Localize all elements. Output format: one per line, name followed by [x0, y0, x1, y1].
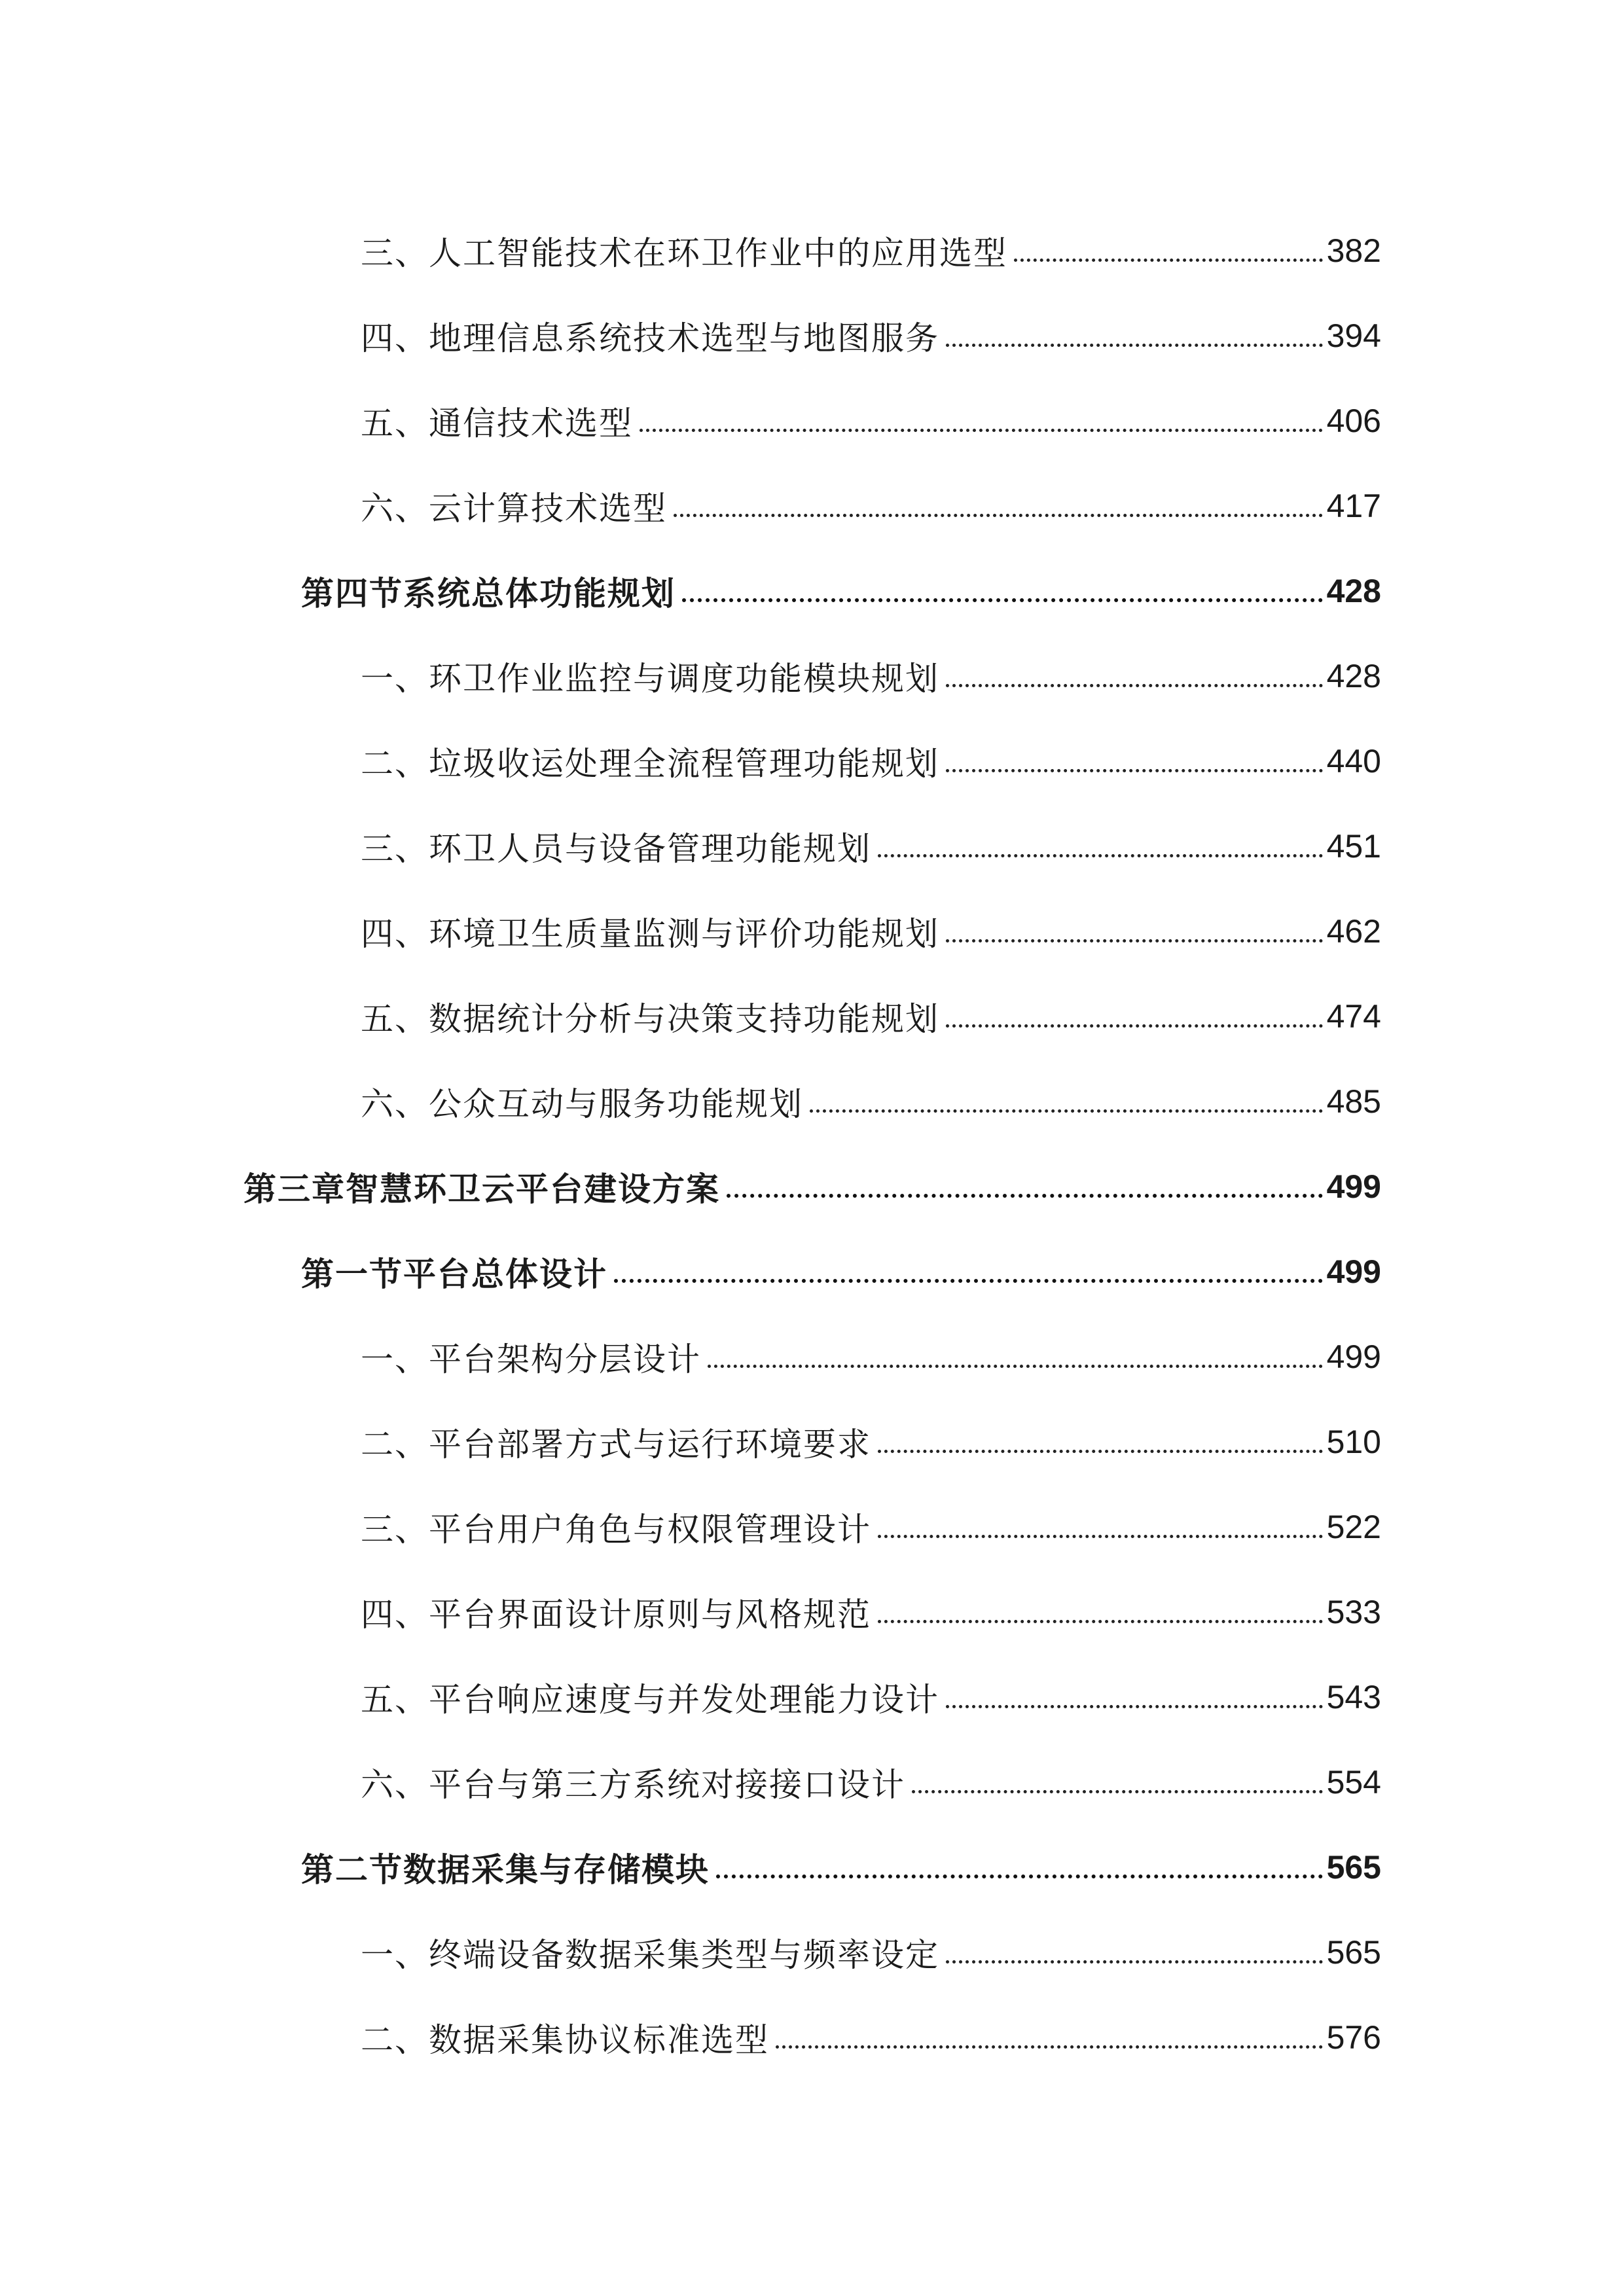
toc-leader-dots — [640, 404, 1323, 437]
toc-entry-title: 第四节系统总体功能规划 — [301, 575, 676, 613]
toc-leader-dots — [946, 745, 1323, 778]
toc-entry-title: 第二节数据采集与存储模块 — [301, 1851, 710, 1889]
toc-entry-page-number: 565 — [1326, 1934, 1381, 1971]
toc-entry-page-number: 451 — [1326, 828, 1381, 865]
toc-leader-dots — [682, 575, 1323, 607]
toc-entry-page-number: 499 — [1326, 1168, 1381, 1205]
toc-leader-dots — [946, 1936, 1323, 1969]
toc-leader-dots — [878, 1596, 1323, 1628]
toc-entry[interactable] — [0, 889, 1624, 974]
toc-leader-dots — [878, 830, 1323, 863]
toc-entry[interactable] — [0, 974, 1624, 1059]
toc-entry-title: 第一节平台总体设计 — [301, 1255, 607, 1293]
toc-entry-page-number: 474 — [1326, 998, 1381, 1035]
toc-entry-page-number: 462 — [1326, 913, 1381, 950]
toc-entry-page-number: 554 — [1326, 1764, 1381, 1801]
toc-entry-title: 二、垃圾收运处理全流程管理功能规划 — [361, 745, 939, 783]
toc-entry[interactable] — [0, 1825, 1624, 1910]
toc-leader-dots — [776, 2021, 1323, 2054]
toc-entry-title: 五、平台响应速度与并发处理能力设计 — [361, 1681, 939, 1719]
toc-entry-page-number: 485 — [1326, 1083, 1381, 1120]
toc-entry-title: 六、公众互动与服务功能规划 — [361, 1085, 803, 1123]
toc-leader-dots — [810, 1085, 1323, 1118]
toc-entry-title: 六、云计算技术选型 — [361, 490, 667, 528]
toc-entry[interactable] — [0, 548, 1624, 634]
toc-entry[interactable] — [0, 463, 1624, 548]
toc-entry[interactable] — [0, 1229, 1624, 1314]
toc-leader-dots — [674, 490, 1323, 522]
toc-entry-page-number: 499 — [1326, 1338, 1381, 1375]
toc-entry-title: 第三章智慧环卫云平台建设方案 — [244, 1170, 720, 1208]
toc-leader-dots — [946, 319, 1323, 352]
toc-entry[interactable] — [0, 1144, 1624, 1229]
toc-leader-dots — [614, 1255, 1323, 1288]
toc-entry[interactable] — [0, 634, 1624, 719]
toc-entry-page-number: 406 — [1326, 403, 1381, 439]
toc-leader-dots — [708, 1340, 1323, 1373]
toc-leader-dots — [878, 1426, 1323, 1458]
toc-entry[interactable] — [0, 1655, 1624, 1740]
toc-entry-title: 一、环卫作业监控与调度功能模块规划 — [361, 660, 939, 698]
toc-entry-page-number: 543 — [1326, 1679, 1381, 1715]
toc-entry-page-number: 565 — [1326, 1849, 1381, 1886]
toc-entry-title: 五、数据统计分析与决策支持功能规划 — [361, 1000, 939, 1038]
toc-entry[interactable] — [0, 804, 1624, 889]
toc-entry-page-number: 533 — [1326, 1594, 1381, 1630]
toc-entry-page-number: 576 — [1326, 2019, 1381, 2056]
toc-entry-page-number: 428 — [1326, 658, 1381, 694]
toc-entry-page-number: 499 — [1326, 1253, 1381, 1290]
toc-entry[interactable] — [0, 1995, 1624, 2080]
toc-entry-title: 三、环卫人员与设备管理功能规划 — [361, 830, 871, 868]
table-of-contents — [0, 208, 1624, 2080]
toc-entry-page-number: 394 — [1326, 317, 1381, 354]
toc-entry-title: 二、数据采集协议标准选型 — [361, 2021, 769, 2059]
toc-leader-dots — [1014, 234, 1323, 267]
toc-leader-dots — [878, 1511, 1323, 1543]
toc-leader-dots — [946, 1681, 1323, 1713]
toc-entry[interactable] — [0, 1314, 1624, 1399]
toc-entry-title: 二、平台部署方式与运行环境要求 — [361, 1426, 871, 1463]
toc-entry[interactable] — [0, 1740, 1624, 1825]
toc-entry[interactable] — [0, 293, 1624, 378]
toc-leader-dots — [716, 1851, 1323, 1884]
toc-entry-title: 四、环境卫生质量监测与评价功能规划 — [361, 915, 939, 953]
toc-entry[interactable] — [0, 1910, 1624, 1995]
toc-entry-page-number: 417 — [1326, 488, 1381, 524]
toc-entry-page-number: 428 — [1326, 573, 1381, 609]
toc-leader-dots — [946, 660, 1323, 692]
toc-entry-page-number: 510 — [1326, 1424, 1381, 1460]
toc-entry-page-number: 440 — [1326, 743, 1381, 780]
toc-entry[interactable] — [0, 1059, 1624, 1144]
toc-entry-title: 六、平台与第三方系统对接接口设计 — [361, 1766, 905, 1804]
toc-entry[interactable] — [0, 1399, 1624, 1484]
toc-entry-title: 一、终端设备数据采集类型与频率设定 — [361, 1936, 939, 1974]
toc-leader-dots — [946, 1000, 1323, 1033]
toc-entry[interactable] — [0, 719, 1624, 804]
toc-entry-title: 一、平台架构分层设计 — [361, 1340, 701, 1378]
toc-entry-page-number: 382 — [1326, 232, 1381, 269]
toc-leader-dots — [912, 1766, 1323, 1799]
toc-leader-dots — [727, 1170, 1323, 1203]
toc-entry-title: 四、平台界面设计原则与风格规范 — [361, 1596, 871, 1634]
toc-entry-title: 五、通信技术选型 — [361, 404, 633, 442]
toc-entry[interactable] — [0, 1484, 1624, 1570]
toc-entry[interactable] — [0, 208, 1624, 293]
toc-entry[interactable] — [0, 378, 1624, 463]
toc-entry[interactable] — [0, 1570, 1624, 1655]
toc-entry-title: 四、地理信息系统技术选型与地图服务 — [361, 319, 939, 357]
toc-leader-dots — [946, 915, 1323, 948]
toc-entry-page-number: 522 — [1326, 1509, 1381, 1545]
toc-entry-title: 三、人工智能技术在环卫作业中的应用选型 — [361, 234, 1007, 272]
toc-entry-title: 三、平台用户角色与权限管理设计 — [361, 1511, 871, 1549]
